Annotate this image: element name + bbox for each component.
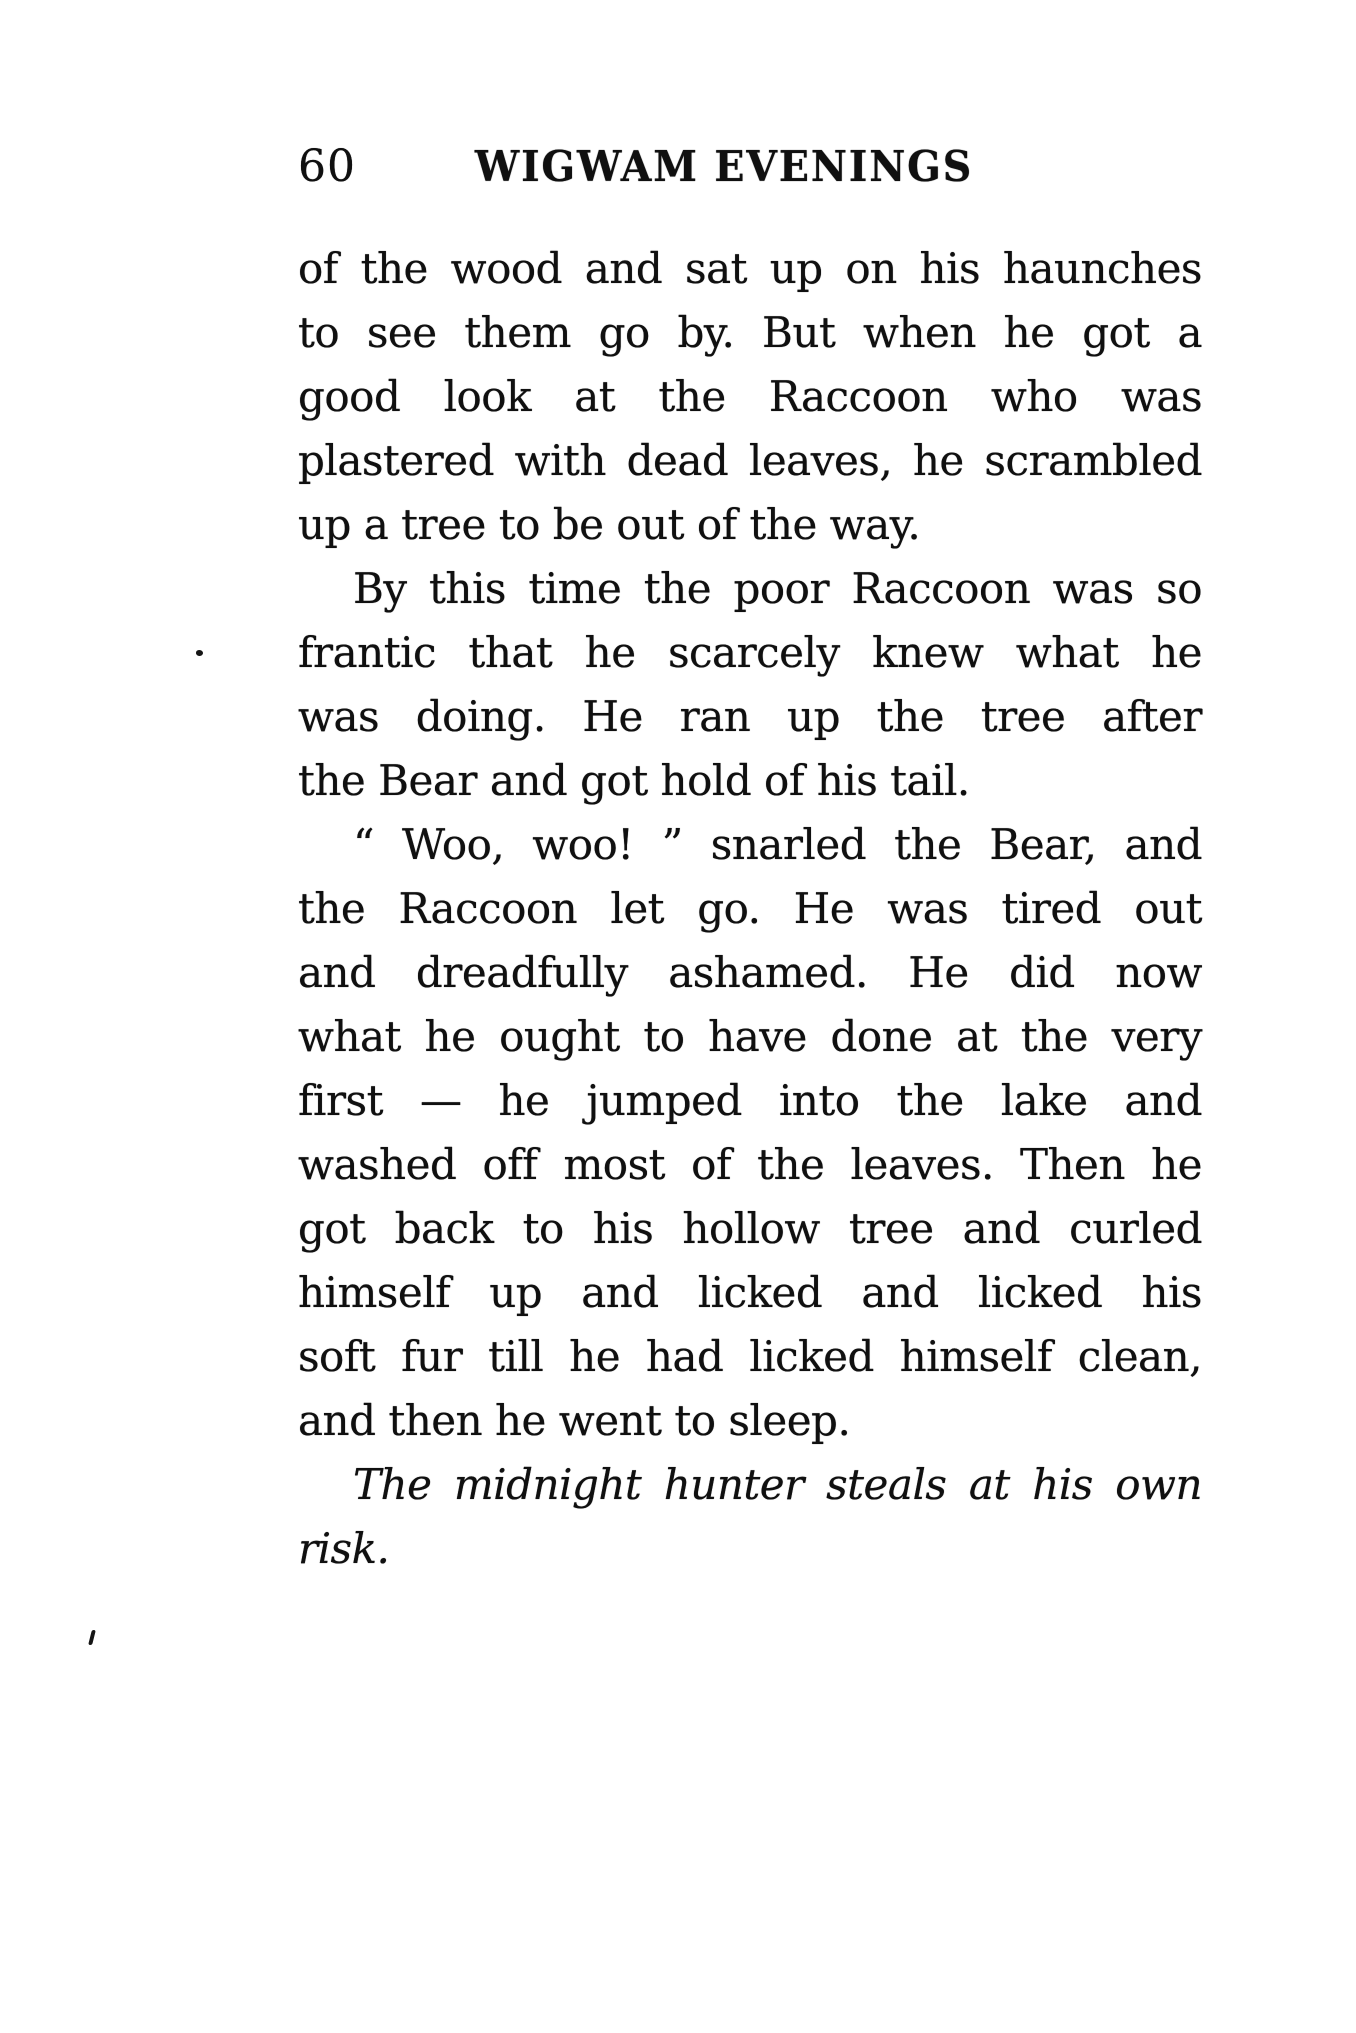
- ink-speck: [196, 650, 203, 656]
- text-line: and then he went to sleep.: [298, 1396, 851, 1445]
- stray-mark: [88, 1630, 96, 1645]
- text-line: got back to his hollow tree and curled: [298, 1204, 1202, 1253]
- text-line: soft fur till he had licked himself clean,: [298, 1332, 1202, 1381]
- text-line: plastered with dead leaves, he scrambled: [298, 436, 1202, 485]
- text-line: first — he jumped into the lake and: [298, 1076, 1202, 1125]
- text-line: to see them go by. But when he got a: [298, 308, 1202, 357]
- text-line: risk.: [298, 1524, 390, 1573]
- text-line: By this time the poor Raccoon was so: [353, 564, 1202, 613]
- text-line: of the wood and sat up on his haunches: [298, 244, 1202, 293]
- text-line: washed off most of the leaves. Then he: [298, 1140, 1202, 1189]
- text-line: was doing. He ran up the tree after: [298, 692, 1202, 741]
- text-line: “ Woo, woo! ” snarled the Bear, and: [353, 820, 1202, 869]
- running-title: WIGWAM EVENINGS: [474, 142, 974, 191]
- text-line: good look at the Raccoon who was: [298, 372, 1202, 421]
- body-text: [298, 237, 1202, 1581]
- text-line: what he ought to have done at the very: [298, 1012, 1202, 1061]
- text-line: himself up and licked and licked his: [298, 1268, 1202, 1317]
- text-line: and dreadfully ashamed. He did now: [298, 948, 1202, 997]
- running-header: [298, 143, 1202, 195]
- page-number: 60: [298, 141, 356, 192]
- text-line: the Bear and got hold of his tail.: [298, 756, 970, 805]
- text-line: up a tree to be out of the way.: [298, 500, 921, 549]
- text-line: The midnight hunter steals at his own: [353, 1460, 1202, 1509]
- text-line: the Raccoon let go. He was tired out: [298, 884, 1202, 933]
- text-line: frantic that he scarcely knew what he: [298, 628, 1202, 677]
